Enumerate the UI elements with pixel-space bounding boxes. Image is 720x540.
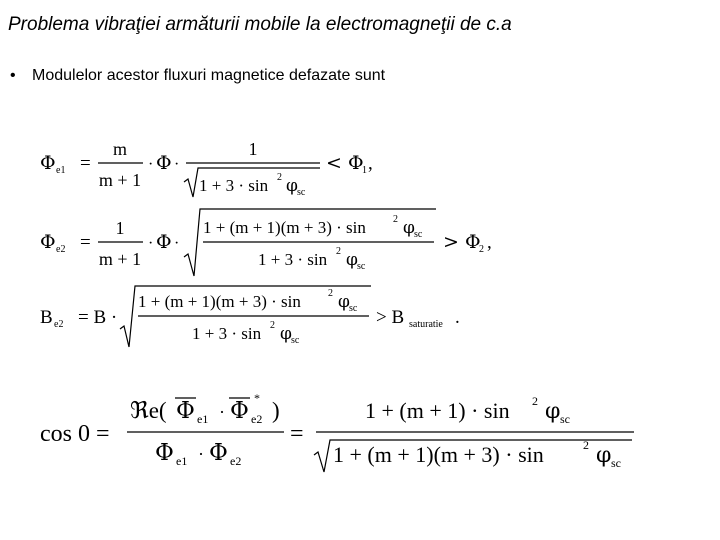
f3-root-num-var-sub: sc bbox=[349, 303, 358, 314]
f4-rhs-den-var: φ bbox=[596, 443, 612, 468]
f2-root-num: 1 + (m + 1)(m + 3) · sin bbox=[203, 218, 366, 237]
f3-mid: = B · bbox=[78, 307, 118, 328]
f2-frac-den: m + 1 bbox=[98, 249, 142, 269]
f4-num-a: Φ bbox=[176, 398, 195, 424]
f2-compare: > Φ bbox=[443, 231, 481, 253]
f2-equals: = bbox=[80, 232, 91, 253]
formula-cos bbox=[40, 391, 634, 472]
f2-frac-num: 1 bbox=[115, 218, 125, 238]
f3-root-num-exp: 2 bbox=[328, 288, 333, 299]
slide-title: Problema vibraţiei armăturii mobile la electromagneţii de c.a bbox=[8, 14, 512, 35]
f2-phi: Φ bbox=[156, 231, 172, 253]
f2-tail: , bbox=[487, 232, 492, 253]
f3-compare: > B bbox=[376, 307, 405, 328]
f2-compare-sub: 2 bbox=[479, 244, 484, 255]
f1-phi: Φ bbox=[156, 152, 172, 174]
f4-rhs-num-var: φ bbox=[545, 399, 561, 424]
f2-root-den-var-sub: sc bbox=[357, 261, 366, 272]
f2-root-num-var: φ bbox=[403, 218, 415, 238]
f3-root-den-var: φ bbox=[280, 324, 292, 344]
formula-phi-e2 bbox=[40, 209, 492, 276]
f1-root-den-var-sub: sc bbox=[297, 187, 306, 198]
f1-compare: < Φ bbox=[326, 152, 364, 174]
f3-lhs: B bbox=[40, 307, 53, 328]
f4-rhs-den-exp: 2 bbox=[583, 438, 589, 452]
f3-lhs-sub: e2 bbox=[54, 319, 64, 330]
f1-compare-sub: 1 bbox=[362, 165, 367, 176]
f1-lhs-sub: e1 bbox=[56, 165, 66, 176]
f4-rhs-num: 1 + (m + 1) · sin bbox=[365, 398, 510, 423]
f1-tail: , bbox=[368, 153, 373, 174]
f4-star: * bbox=[254, 391, 260, 405]
f2-lhs: Φ bbox=[40, 231, 56, 253]
bullet-text: Modulelor acestor fluxuri magnetice defazate sunt bbox=[32, 67, 386, 84]
f3-tail: . bbox=[455, 307, 460, 328]
f2-dot2: · bbox=[174, 235, 180, 252]
f1-frac-num: m bbox=[112, 139, 128, 159]
f4-den-b: Φ bbox=[209, 440, 228, 466]
f3-root-den-var-sub: sc bbox=[291, 335, 300, 346]
formula-b-e2 bbox=[40, 286, 460, 347]
f2-root-num-exp: 2 bbox=[393, 214, 398, 225]
f3-root-num-var: φ bbox=[338, 292, 350, 312]
f1-root-den-exp: 2 bbox=[277, 172, 282, 183]
formula-phi-e1 bbox=[40, 139, 373, 198]
f4-rhs-den-var-sub: sc bbox=[611, 456, 621, 470]
f4-num-b-sub: e2 bbox=[251, 412, 263, 426]
f1-root-num: 1 bbox=[248, 139, 258, 159]
f3-root-num: 1 + (m + 1)(m + 3) · sin bbox=[138, 292, 301, 311]
f1-dot2: · bbox=[174, 156, 180, 173]
f1-lhs: Φ bbox=[40, 152, 56, 174]
f1-root-den-var: φ bbox=[286, 176, 298, 196]
f4-den-sub1: e1 bbox=[176, 454, 188, 468]
f4-den-a: Φ bbox=[155, 440, 174, 466]
f4-rhs-den: 1 + (m + 1)(m + 3) · sin bbox=[333, 442, 544, 467]
f4-lhs: cos 0 = bbox=[40, 421, 110, 447]
f3-root-den-exp: 2 bbox=[270, 320, 275, 331]
f4-num-dot: · bbox=[219, 402, 225, 422]
f2-lhs-sub: e2 bbox=[56, 244, 66, 255]
bullet-dot: • bbox=[10, 67, 16, 84]
f4-num-b: Φ bbox=[230, 398, 249, 424]
f4-rhs-num-var-sub: sc bbox=[560, 412, 570, 426]
f2-dot: · bbox=[148, 235, 154, 252]
f4-den-sub2: e2 bbox=[230, 454, 242, 468]
f4-num-close: ) bbox=[272, 398, 280, 423]
f3-root-den: 1 + 3 · sin bbox=[192, 324, 262, 343]
f2-root-den: 1 + 3 · sin bbox=[258, 250, 328, 269]
f4-num-a-sub: e1 bbox=[197, 412, 209, 426]
f4-den-dot: · bbox=[198, 444, 204, 464]
f1-equals: = bbox=[80, 153, 91, 174]
f2-root-den-exp: 2 bbox=[336, 246, 341, 257]
f1-frac-den: m + 1 bbox=[98, 170, 142, 190]
f1-root-den: 1 + 3 · sin bbox=[199, 176, 269, 195]
f2-root-den-var: φ bbox=[346, 250, 358, 270]
f3-compare-sub: saturatie bbox=[409, 319, 443, 330]
f4-rhs-num-exp: 2 bbox=[532, 394, 538, 408]
f2-root-num-var-sub: sc bbox=[414, 229, 423, 240]
f1-dot: · bbox=[148, 156, 154, 173]
f4-num-re: ℜe( bbox=[130, 398, 167, 423]
f4-equals: = bbox=[290, 421, 304, 447]
